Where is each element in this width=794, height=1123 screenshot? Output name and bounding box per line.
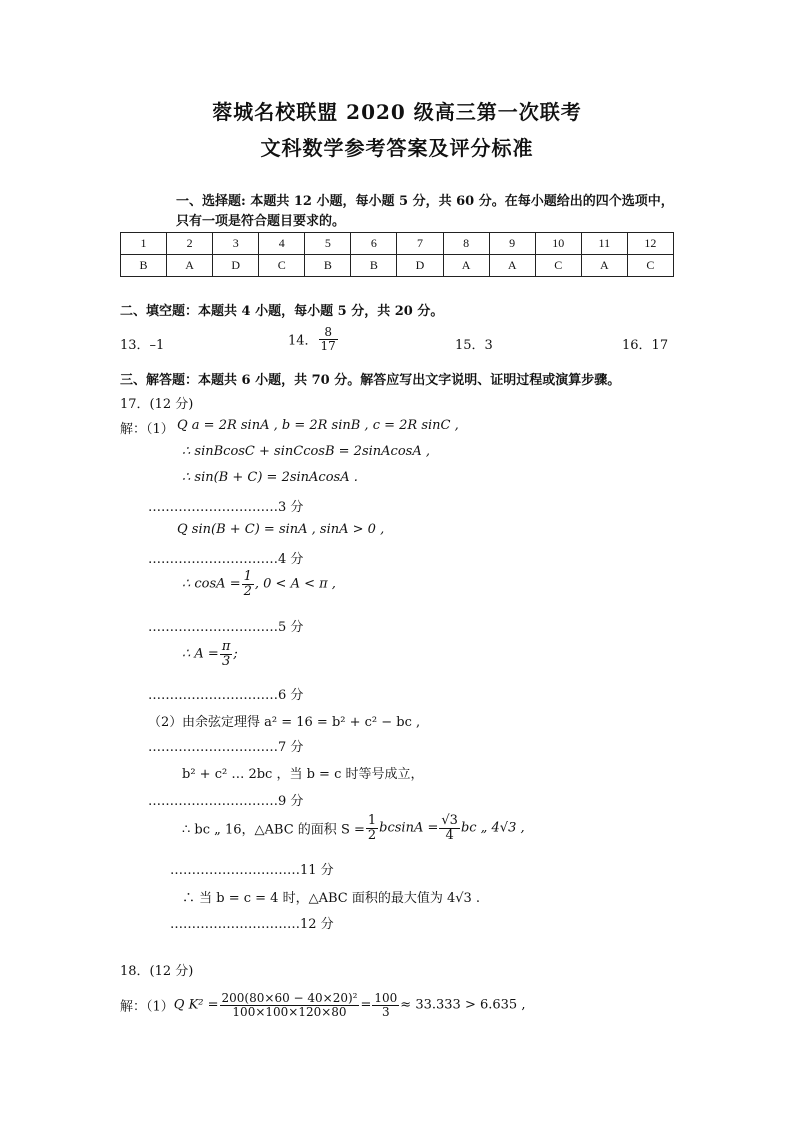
q17-score-5: …………………………5 分 [148,620,304,635]
answer-14-label: 14． [288,333,318,349]
q17-line5-fraction [242,570,254,598]
q17-line5 [182,570,336,598]
table-cell: B [351,255,397,277]
q17-line5-pre: ∴ cosA = [182,576,241,592]
table-cell: A [581,255,627,277]
q18-pre: Q K² = [173,997,219,1013]
section3-heading: 三、解答题：本题共 6 小题，共 70 分。解答应写出文字说明、证明过程或演算步骤。 [120,373,621,388]
fraction-denominator: 17 [320,338,336,353]
fraction-numerator: 100 [374,991,398,1005]
answer-14 [288,326,339,352]
table-cell: C [259,255,305,277]
table-cell: 7 [397,233,443,255]
table-cell: B [121,255,167,277]
table-cell: 6 [351,233,397,255]
q17-line9-fraction1 [366,814,378,842]
table-cell: 10 [535,233,581,255]
table-cell: 4 [259,233,305,255]
q18-post: ≈ 33.333 > 6.635 , [400,997,526,1013]
q17-score-12: …………………………12 分 [170,917,334,932]
fraction-numerator: 1 [367,813,377,828]
answer-table-numbers-row [121,233,674,255]
table-cell: 8 [443,233,489,255]
fraction-denominator: 2 [243,583,252,599]
table-cell: C [627,255,673,277]
q17-line9-pre: ∴ bc „ 16，△ABC 的面积 S = [182,822,365,838]
fraction-numerator: 8 [319,326,338,340]
table-cell: A [443,255,489,277]
q17-line6 [182,640,238,668]
q17-line7: 由余弦定理得 a² = 16 = b² + c² − bc , [182,715,421,730]
q17-line6-fraction [220,640,233,668]
table-cell: 5 [305,233,351,255]
table-cell: D [213,255,259,277]
section1-heading-cont: 只有一项是符合题目要求的。 [176,214,346,229]
page-subtitle: 文科数学参考答案及评分标准 [260,136,534,160]
q18-fraction1 [220,992,360,1018]
fraction-numerator: √3 [441,813,458,828]
table-cell: A [489,255,535,277]
q17-line5-post: , 0 < A < π , [254,576,336,592]
section2-heading: 二、填空题：本题共 4 小题，每小题 5 分，共 20 分。 [120,304,444,319]
fraction-denominator: 4 [445,827,454,843]
table-cell: 12 [627,233,673,255]
answer-16: 16．17 [622,338,669,353]
q17-title: 17．(12 分) [120,397,194,412]
q18-line1 [120,992,525,1018]
table-cell: B [305,255,351,277]
answer-13: 13．–1 [120,338,165,353]
q17-prefix: 解：（1） [120,422,174,437]
q17-line4: Q sin(B + C) = sinA , sinA > 0 , [177,522,385,537]
table-cell: 1 [121,233,167,255]
table-cell: D [397,255,443,277]
q17-score-9: …………………………9 分 [148,794,304,809]
answer-table [120,232,674,277]
q17-line9-mid: bcsinA = [379,820,439,836]
section1-heading: 一、选择题: 本题共 12 小题，每小题 5 分，共 60 分。在每小题给出的四个选项中， [176,194,674,209]
q18-fraction2 [372,992,399,1018]
fraction-numerator: π [221,639,231,654]
q17-line6-post: ; [233,646,238,662]
q17-part2-prefix: （2） [148,715,183,730]
q17-line9 [182,814,525,842]
q17-line10: ∴ 当 b = c = 4 时，△ABC 面积的最大值为 4√3 . [182,891,481,906]
q17-line1: Q a = 2R sinA , b = 2R sinB , c = 2R sinC , [177,418,459,433]
q18-prefix: 解：（1） [120,999,174,1015]
fraction-denominator: 3 [221,653,231,669]
table-cell: 9 [489,233,535,255]
q17-line6-pre: ∴ A = [182,646,219,662]
q17-line8: b² + c² … 2bc ，当 b = c 时等号成立， [182,767,424,782]
table-cell: C [535,255,581,277]
q18-title: 18．(12 分) [120,964,194,979]
fraction-numerator: 200(80×60 − 40×20)² [221,991,358,1005]
answer-14-fraction [319,326,338,352]
q17-score-6: …………………………6 分 [148,688,304,703]
table-cell: 3 [213,233,259,255]
fraction-denominator: 3 [382,1004,390,1019]
fraction-denominator: 100×100×120×80 [232,1004,347,1019]
q17-line3: ∴ sin(B + C) = 2sinAcosA . [182,470,358,485]
q18-equals: = [360,997,372,1013]
q17-line9-post: bc „ 4√3 , [460,820,525,836]
fraction-denominator: 2 [367,827,377,843]
page-title: 蓉城名校联盟 2020 级高三第一次联考 [212,100,582,124]
fraction-numerator: 1 [243,569,252,584]
q17-line9-fraction2 [439,814,460,842]
table-cell: 11 [581,233,627,255]
answer-15: 15．3 [455,338,493,353]
q17-score-11: …………………………11 分 [170,863,334,878]
q17-score-3: …………………………3 分 [148,500,304,515]
table-cell: 2 [167,233,213,255]
q17-score-7: …………………………7 分 [148,740,304,755]
q17-line2: ∴ sinBcosC + sinCcosB = 2sinAcosA , [182,444,430,459]
table-cell: A [167,255,213,277]
q17-score-4: …………………………4 分 [148,552,304,567]
answer-table-answers-row [121,255,674,277]
